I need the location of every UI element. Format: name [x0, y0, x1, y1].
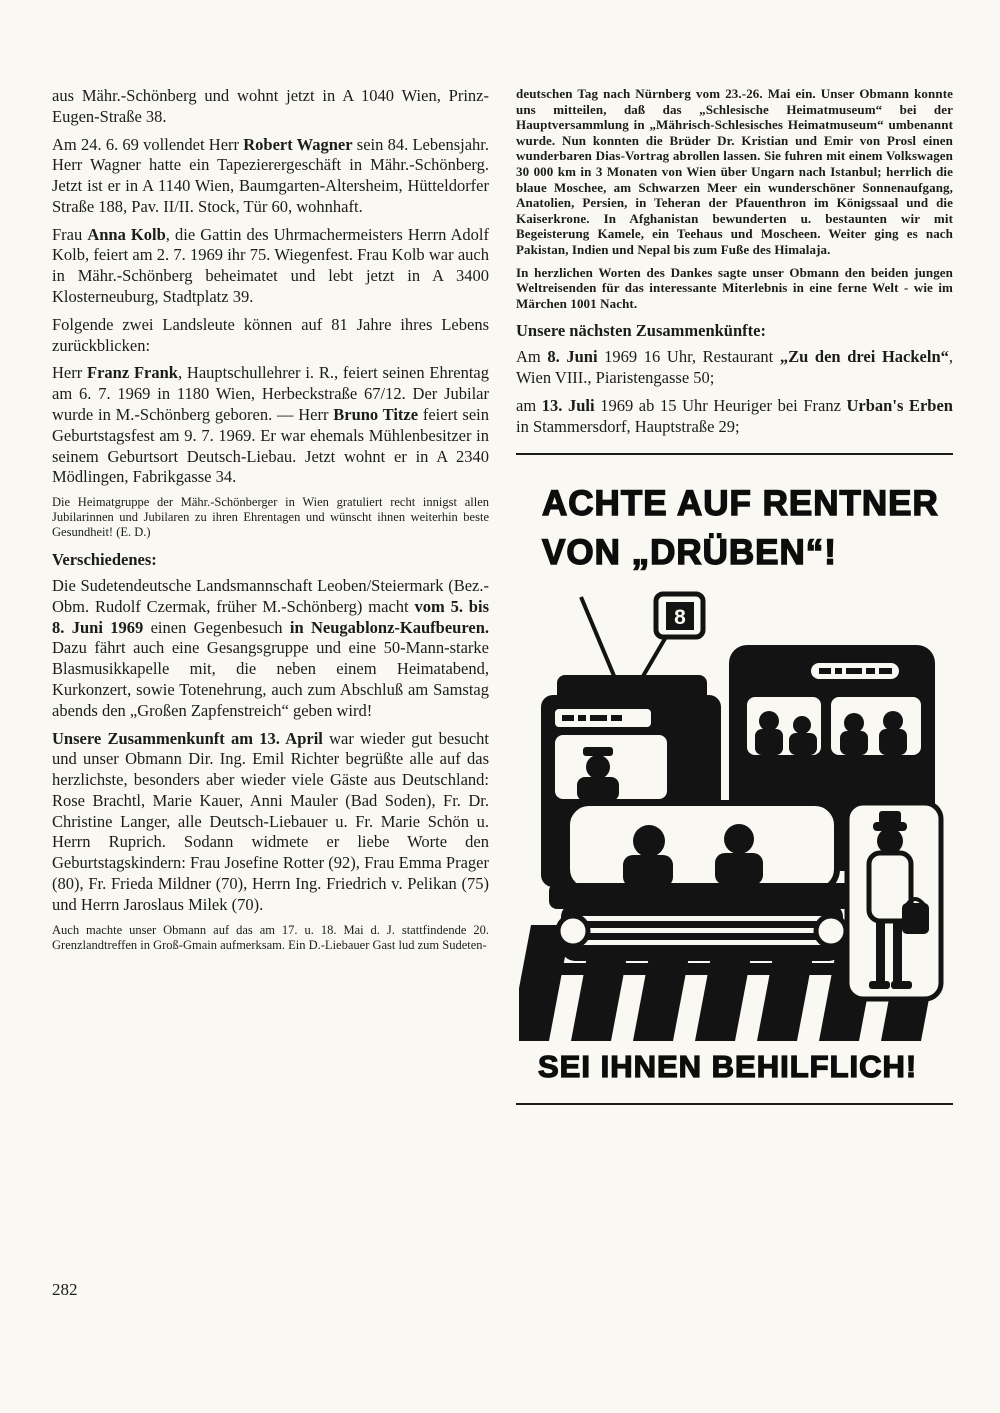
paragraph: Frau Anna Kolb, die Gattin des Uhrmachermeisters Herrn Adolf Kolb, feiert am 2. 7. 1969 ihr 75. Wiegenfest. Frau Kolb war auch in Mähr.-Schönberg beheimatet und lebt jetzt in A 3400 Klosterneuburg, Stadtplatz 39. — [52, 224, 490, 307]
ad-headline-line1: ACHTE AUF RENTNER — [542, 484, 939, 524]
paragraph: Am 24. 6. 69 vollendet Herr Robert Wagner sein 84. Lebensjahr. Herr Wagner hatte ein Tapezierergeschäft in Mähr.-Schönberg. Jetzt ist er in A 1140 Wien, Baumgarten-Altersheim, Hütteldorfer Straße 188, Pav. II/II. Stock, Tür 60, wohnhaft. — [52, 134, 489, 216]
paragraph: am 13. Juli 1969 ab 15 Uhr Heuriger bei Franz Urban's Erben in Stammersdorf, Hauptstraße 29; — [516, 395, 953, 436]
car-icon — [545, 803, 859, 975]
ad-top-rule — [516, 453, 953, 455]
left-column — [52, 86, 489, 1105]
paragraph: deutschen Tag nach Nürnberg vom 23.-26. Mai ein. Unser Obmann konnte uns mitteilen, daß das „Schlesische Heimatmuseum“ bei der Hauptversammlung in „Mährisch-Schlesisches Heimatmuseum“ umbenannt wurde. Nun konnten die Brüder Dr. Kristian und Emir von Prosl einen wunderbaren Dias-Vortrag abrollen lassen. Sie fuhren mit einem Volkswagen 30 000 km in 3 Monaten von Wien über Ungarn nach Istanbul; herrlich die blaue Moschee, am Schwarzen Meer ein wunderschöner Sonnenaufgang, Anatolien, Persien, in Teheran der Pfauenthron im Königssaal und die Kaiserkrone. In Afghanistan bewunderten u. bestaunten wir mit Begeisterung Kamele, ein Teehaus und Moscheen. Weiter ging es nach Pakistan, Indien und Nepal bis zum Fuße des Himalaja. — [516, 86, 954, 257]
advertisement — [516, 453, 953, 1105]
ad-bottom-rule — [516, 1103, 953, 1105]
paragraph: In herzlichen Worten des Dankes sagte unser Obmann den beiden jungen Weltreisenden für das interessante Miterlebnis in eine ferne Welt - wie im Märchen 1001 Nacht. — [516, 264, 953, 311]
paragraph: Folgende zwei Landsleute können auf 81 Jahre ihres Lebens zurückblicken: — [52, 314, 489, 355]
ad-headline-line2: VON „DRÜBEN“! — [542, 533, 837, 573]
paragraph: aus Mähr.-Schönberg und wohnt jetzt in A 1040 Wien, Prinz-Eugen-Straße 38. — [52, 86, 489, 126]
section-heading: Verschiedenes: — [52, 550, 157, 570]
right-column-text — [516, 86, 953, 437]
traffic-scene-illustration — [519, 589, 951, 1041]
paragraph: Die Sudetendeutsche Landsmannschaft Leoben/Steiermark (Bez.-Obm. Rudolf Czermak, früher M.-Schönberg) macht vom 5. bis 8. Juni 1969 einen Gegenbesuch in Neugablonz-Kaufbeuren. Dazu fährt auch eine Gesangsgruppe und eine 50-Mann-starke Blasmusikkapelle mit, die neben einem Heimatabend, Kurkonzert, sowie Totenehrung, auch zum Abschluß am Samstag abends den „Großen Zapfenstreich“ geben wird! — [52, 576, 489, 720]
paragraph: Auch machte unser Obmann auf das am 17. u. 18. Mai d. J. stattfindende 20. Grenzlandtreffen in Groß-Gmain aufmerksam. Ein D.-Liebauer Gast lud zum Sudeten- — [52, 922, 489, 952]
section-heading: Unsere nächsten Zusammenkünfte: — [516, 321, 766, 341]
right-column — [516, 86, 953, 1105]
paragraph: Herr Franz Frank, Hauptschullehrer i. R., feiert seinen Ehrentag am 6. 7. 1969 in 1180 Wien, Herbeckstraße 67/12. Der Jubilar wurde in M.-Schönberg geboren. — Herr Bruno Titze feiert sein Geburtstagsfest am 9. 7. 1969. Er war ehemals Mühlenbesitzer in seinem Geburtsort Deutsch-Liebau. Jetzt wohnt er in A 2340 Mödlingen, Fabrikgasse 34. — [52, 363, 489, 487]
two-column-layout — [52, 86, 953, 1105]
tram-line-number-sign — [656, 594, 703, 637]
paragraph: Am 8. Juni 1969 16 Uhr, Restaurant „Zu den drei Hackeln“, Wien VIII., Piaristengasse 50; — [516, 347, 954, 388]
paragraph: Unsere Zusammenkunft am 13. April war wieder gut besucht und unser Obmann Dir. Ing. Emil Richter begrüßte alle auf das herzlichste, besonders aber wieder viele Gäste aus Deutschland: Rose Brachtl, Marie Kauer, Anni Mauler (Bad Soden), Fr. Dr. Christine Langer, alle Deutsch-Liebauer u. Fr. Marie Schön u. Herrn Ruprich. Sodann widmete er liebe Worte den Geburtstagskindern: Frau Josefine Rotter (92), Frau Emma Prager (80), Fr. Frieda Mildner (70), Herrn Ing. Friedrich v. Pelikan (75) und Herrn Jaroslaus Milek (70). — [52, 728, 489, 914]
ad-headline — [542, 479, 953, 577]
ad-footer: SEI IHNEN BEHILFLICH! — [538, 1049, 918, 1085]
page-number: 282 — [52, 1280, 78, 1299]
pedestrian-icon — [847, 803, 941, 999]
paragraph: Die Heimatgruppe der Mähr.-Schönberger in Wien gratuliert recht innigst allen Jubilarinnen und Jubilaren zu ihren Ehrentagen und wünscht ihnen weiterhin beste Gesundheit! (E. D.) — [52, 495, 489, 540]
tram-line-number: 8 — [673, 606, 686, 630]
